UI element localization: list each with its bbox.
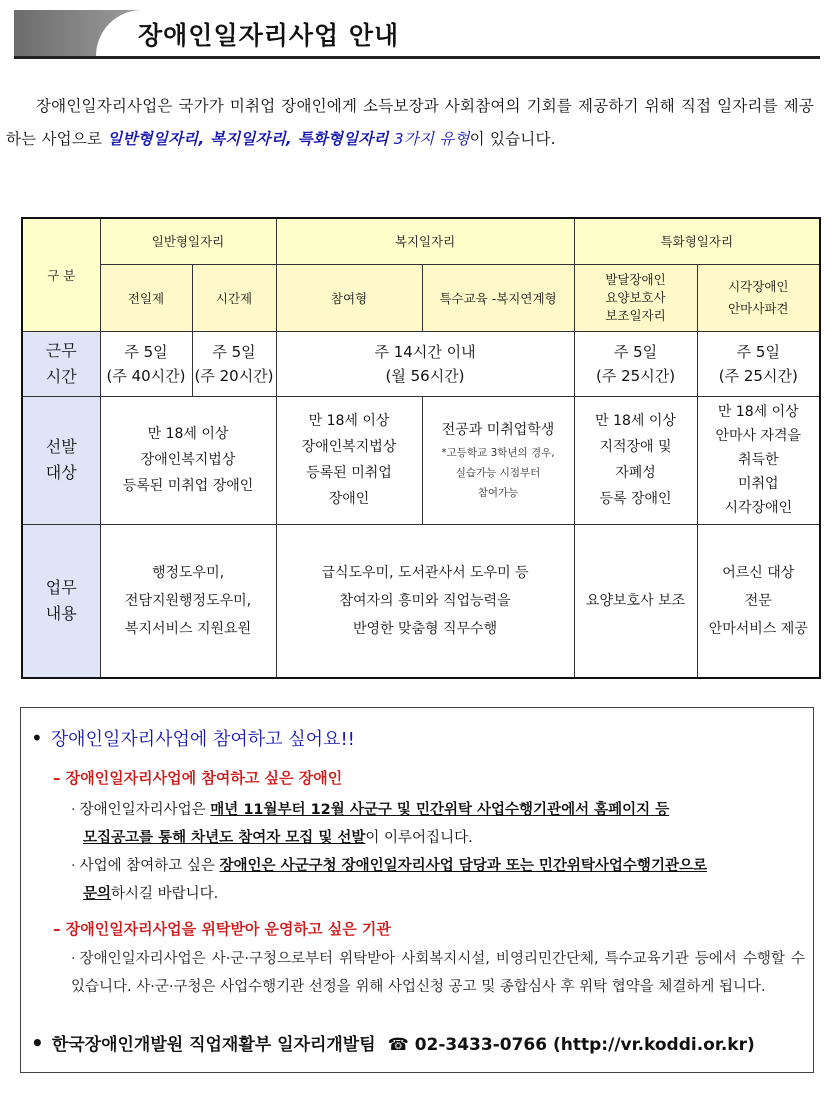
eligibility-general: 만 18세 이상 장애인복지법상 등록된 미취업 장애인 — [100, 396, 276, 524]
contact-phone: 02-3433-0766 — [414, 1035, 548, 1055]
title-banner — [14, 10, 820, 56]
bullet-icon: • — [31, 726, 43, 750]
middot-icon: · — [71, 802, 76, 818]
hours-fulltime: 주 5일 (주 40시간) — [100, 331, 192, 396]
hours-parttime: 주 5일 (주 20시간) — [192, 331, 276, 396]
subheader-massage: 시각장애인 안마사파견 — [697, 264, 820, 331]
bullet-icon: • — [31, 1031, 44, 1055]
duties-general: 행정도우미, 전담지원행정도우미, 복지서비스 지원요원 — [100, 524, 276, 678]
inquiry-line — [71, 852, 809, 908]
intro-count: 3가지 유형 — [393, 130, 470, 148]
job-types-table — [21, 217, 821, 679]
recruitment-text-a: 장애인일자리사업은 — [79, 802, 211, 818]
institutions-text: 장애인일자리사업은 사·군·구청으로부터 위탁받아 사회복지시설, 비영리민간단체, 특수교육기관 등에서 수행할 수 있습니다. 사·군·구청은 사업수행기관 선정을 위해 사업신청 공고 및 종합심사 후 위탁 협약을 체결하게 됩니다. — [71, 951, 805, 995]
hours-massage: 주 5일 (주 25시간) — [697, 331, 820, 396]
group-header-general: 일반형일자리 — [100, 218, 276, 264]
inquiry-highlight-1: 장애인은 사군구청 장애인일자리사업 담당과 또는 민간위탁사업수행기관으로 — [219, 858, 707, 874]
subheader-fulltime: 전일제 — [100, 264, 192, 331]
duties-massage: 어르신 대상 전문 안마서비스 제공 — [697, 524, 820, 678]
hours-welfare: 주 14시간 이내 (월 56시간) — [276, 331, 574, 396]
contact-line — [31, 1030, 755, 1055]
paragraph-recruitment — [71, 796, 809, 908]
subheader-parttime: 시간제 — [192, 264, 276, 331]
hours-care: 주 5일 (주 25시간) — [574, 331, 697, 396]
page-title: 장애인일자리사업 안내 — [138, 21, 400, 50]
subheader-care-assistant: 발달장애인 요양보호사 보조일자리 — [574, 264, 697, 331]
eligibility-special-note: *고등학교 3학년의 경우, 실습가능 시점부터 참여가능 — [441, 447, 555, 499]
intro-text: 장애인일자리사업은 국가가 미취업 장애인에게 소득보장과 사회참여의 기회를 제공하기 위해 직접 일자리를 제공하는 사업으로 — [6, 97, 814, 148]
participation-heading — [31, 725, 355, 751]
contact-url[interactable]: (http://vr.koddi.or.kr) — [553, 1035, 755, 1055]
group-header-welfare: 복지일자리 — [276, 218, 574, 264]
eligibility-massage: 만 18세 이상 안마사 자격을 취득한 미취업 시각장애인 — [697, 396, 820, 524]
subheading-institutions: – 장애인일자리사업을 위탁받아 운영하고 싶은 기관 — [53, 920, 391, 938]
recruitment-highlight-1: 매년 11월부터 12월 사군구 및 민간위탁 사업수행기관에서 홈페이지 등 — [210, 802, 670, 818]
contact-org: 한국장애인개발원 직업재활부 일자리개발팀 — [51, 1035, 376, 1055]
eligibility-special-education — [422, 396, 574, 524]
inquiry-text-a: 사업에 참여하고 싶은 — [79, 858, 220, 874]
intro-types: 일반형일자리, 복지일자리, 특화형일자리 — [107, 130, 389, 148]
recruitment-text-b: 이 이루어집니다. — [365, 830, 473, 846]
subheader-participation: 참여형 — [276, 264, 422, 331]
corner-header: 구 분 — [22, 218, 100, 331]
eligibility-participation: 만 18세 이상 장애인복지법상 등록된 미취업 장애인 — [276, 396, 422, 524]
row-header-hours: 근무 시간 — [22, 331, 100, 396]
duties-care: 요양보호사 보조 — [574, 524, 697, 678]
recruitment-line — [71, 796, 809, 852]
eligibility-care: 만 18세 이상 지적장애 및 자폐성 등록 장애인 — [574, 396, 697, 524]
inquiry-highlight-2: 문의 — [83, 886, 112, 902]
inquiry-text-b: 하시길 바랍니다. — [111, 886, 219, 902]
group-header-special: 특화형일자리 — [574, 218, 820, 264]
duties-welfare: 급식도우미, 도서관사서 도우미 등 참여자의 흥미와 직업능력을 반영한 맞춤형 직무수행 — [276, 524, 574, 678]
recruitment-highlight-2: 모집공고를 통해 차년도 참여자 모집 및 선발 — [83, 830, 366, 846]
eligibility-special-main: 전공과 미취업학생 — [441, 422, 555, 438]
middot-icon: · — [71, 951, 76, 967]
intro-paragraph — [6, 90, 814, 156]
paragraph-institutions — [71, 945, 805, 1001]
participation-heading-text: 장애인일자리사업에 참여하고 싶어요!! — [50, 729, 355, 750]
intro-ending: 이 있습니다. — [469, 130, 556, 148]
row-header-duties: 업무 내용 — [22, 524, 100, 678]
middot-icon: · — [71, 858, 76, 874]
info-box — [20, 707, 814, 1073]
row-header-eligibility: 선발 대상 — [22, 396, 100, 524]
subheader-special-education: 특수교육 -복지연계형 — [422, 264, 574, 331]
telephone-icon: ☎ — [387, 1035, 409, 1055]
banner-underline — [14, 56, 820, 59]
subheading-disabled-persons: – 장애인일자리사업에 참여하고 싶은 장애인 — [53, 769, 343, 787]
